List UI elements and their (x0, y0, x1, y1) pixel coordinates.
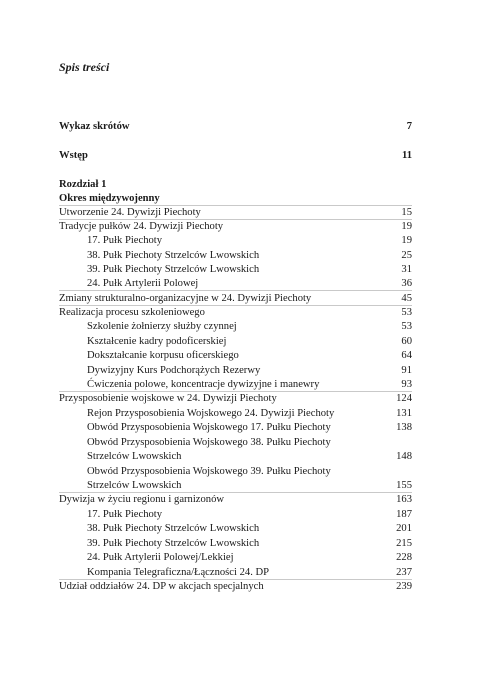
toc-entry-page: 36 (401, 278, 412, 289)
toc-entry-page: 25 (401, 250, 412, 261)
toc-entry-page: 131 (396, 408, 412, 419)
toc-entry-label: Obwód Przysposobienia Wojskowego 39. Pułku Piechoty (87, 466, 331, 477)
toc-entry-label: Tradycje pułków 24. Dywizji Piechoty (59, 221, 224, 232)
chapter-title (59, 192, 412, 205)
toc-entry-label: Zmiany strukturalno-organizacyjne w 24. Dywizji Piechoty (59, 293, 312, 304)
toc-entry (59, 580, 412, 593)
toc-entry-label: 17. Pułk Piechoty (87, 235, 163, 246)
toc-subentry (59, 277, 412, 290)
toc-entry-page: 31 (401, 264, 412, 275)
toc-entry-label: Wstęp (59, 150, 88, 161)
toc-entry-page: 148 (396, 451, 412, 462)
toc-entry-label: Obwód Przysposobienia Wojskowego 17. Pułku Piechoty (87, 422, 331, 433)
toc-subentry (59, 522, 412, 535)
toc-entry-label: Dywizyjny Kurs Podchorążych Rezerwy (87, 365, 261, 376)
toc-entry-page: 91 (401, 365, 412, 376)
chapter-heading (59, 178, 412, 191)
toc-entry-page: 163 (396, 494, 412, 505)
toc-entry-label: 39. Pułk Piechoty Strzelców Lwowskich (87, 538, 260, 549)
toc-entry-label: Szkolenie żołnierzy służby czynnej (87, 321, 237, 332)
toc-subentry (59, 407, 412, 420)
toc-subentry (59, 364, 412, 377)
toc-subentry (59, 421, 412, 434)
toc-entry-page: 228 (396, 552, 412, 563)
toc-subentry (59, 450, 412, 463)
toc-entry-label: Dokształcanie korpusu oficerskiego (87, 350, 239, 361)
toc-entry-label: Obwód Przysposobienia Wojskowego 38. Pułku Piechoty (87, 437, 331, 448)
toc-subentry (59, 436, 412, 449)
toc-subentry (59, 566, 412, 579)
toc-entry-label: 24. Pułk Artylerii Polowej/Lekkiej (87, 552, 234, 563)
toc-entry-label: 38. Pułk Piechoty Strzelców Lwowskich (87, 523, 260, 534)
toc-entry (59, 149, 412, 162)
toc-entry-label: Ćwiczenia polowe, koncentracje dywizyjne i manewry (87, 379, 320, 390)
toc-entry-page: 155 (396, 480, 412, 491)
toc-entry-label: 24. Pułk Artylerii Polowej (87, 278, 199, 289)
toc-entry (59, 292, 412, 305)
toc-entry-label: Dywizja w życiu regionu i garnizonów (59, 494, 225, 505)
toc-entry-page: 201 (396, 523, 412, 534)
toc-subentry (59, 551, 412, 564)
toc-entry-label: 38. Pułk Piechoty Strzelców Lwowskich (87, 250, 260, 261)
toc-entry-label: Wykaz skrótów (59, 121, 130, 132)
chapter-number: Rozdział 1 (59, 179, 107, 190)
toc-entry (59, 206, 412, 219)
toc-subentry (59, 537, 412, 550)
toc-subentry (59, 249, 412, 262)
chapter-title-label: Okres międzywojenny (59, 193, 160, 204)
toc-entry-page: 215 (396, 538, 412, 549)
toc-entry-page: 60 (401, 336, 412, 347)
toc-entry (59, 392, 412, 405)
toc-entry-label: 17. Pułk Piechoty (87, 509, 163, 520)
toc-entry-label: Strzelców Lwowskich (87, 451, 182, 462)
toc-entry (59, 493, 412, 506)
toc-entry-page: 11 (401, 150, 412, 161)
toc-subentry (59, 465, 412, 478)
toc-subentry (59, 263, 412, 276)
toc-entry-label: 39. Pułk Piechoty Strzelców Lwowskich (87, 264, 260, 275)
toc-entry-label: Realizacja procesu szkoleniowego (59, 307, 205, 318)
divider (59, 290, 412, 291)
toc-entry-page: 239 (396, 581, 412, 592)
toc-subentry (59, 320, 412, 333)
toc-entry-page: 93 (401, 379, 412, 390)
toc-entry-label: Utworzenie 24. Dywizji Piechoty (59, 207, 201, 218)
toc-entry (59, 120, 412, 133)
toc-subentry (59, 234, 412, 247)
toc-entry-page: 138 (396, 422, 412, 433)
toc-subentry (59, 335, 412, 348)
toc-entry-page: 45 (401, 293, 412, 304)
toc-entry-page: 19 (401, 235, 412, 246)
toc-subentry (59, 479, 412, 492)
toc-title: Spis treści (59, 60, 110, 74)
toc-subentry (59, 349, 412, 362)
toc-entry-label: Strzelców Lwowskich (87, 480, 182, 491)
toc-entry-label: Udział oddziałów 24. DP w akcjach specjalnych (59, 581, 264, 592)
toc-entry-page: 237 (396, 567, 412, 578)
toc-entry-page: 124 (396, 393, 412, 404)
toc-entry-page: 64 (401, 350, 412, 361)
toc-entry-page: 187 (396, 509, 412, 520)
toc-entry-page: 7 (406, 121, 412, 132)
toc-entry (59, 220, 412, 233)
toc-entry (59, 306, 412, 319)
toc-entry-page: 19 (401, 221, 412, 232)
toc-subentry (59, 378, 412, 391)
toc-entry-label: Przysposobienie wojskowe w 24. Dywizji Piechoty (59, 393, 277, 404)
toc-entry-label: Kształcenie kadry podoficerskiej (87, 336, 227, 347)
toc-entry-page: 53 (401, 307, 412, 318)
toc-entry-label: Rejon Przysposobienia Wojskowego 24. Dywizji Piechoty (87, 408, 335, 419)
toc-subentry (59, 508, 412, 521)
toc-entry-page: 15 (401, 207, 412, 218)
toc-entry-page: 53 (401, 321, 412, 332)
toc-entry-label: Kompania Telegraficzna/Łączności 24. DP (87, 567, 270, 578)
